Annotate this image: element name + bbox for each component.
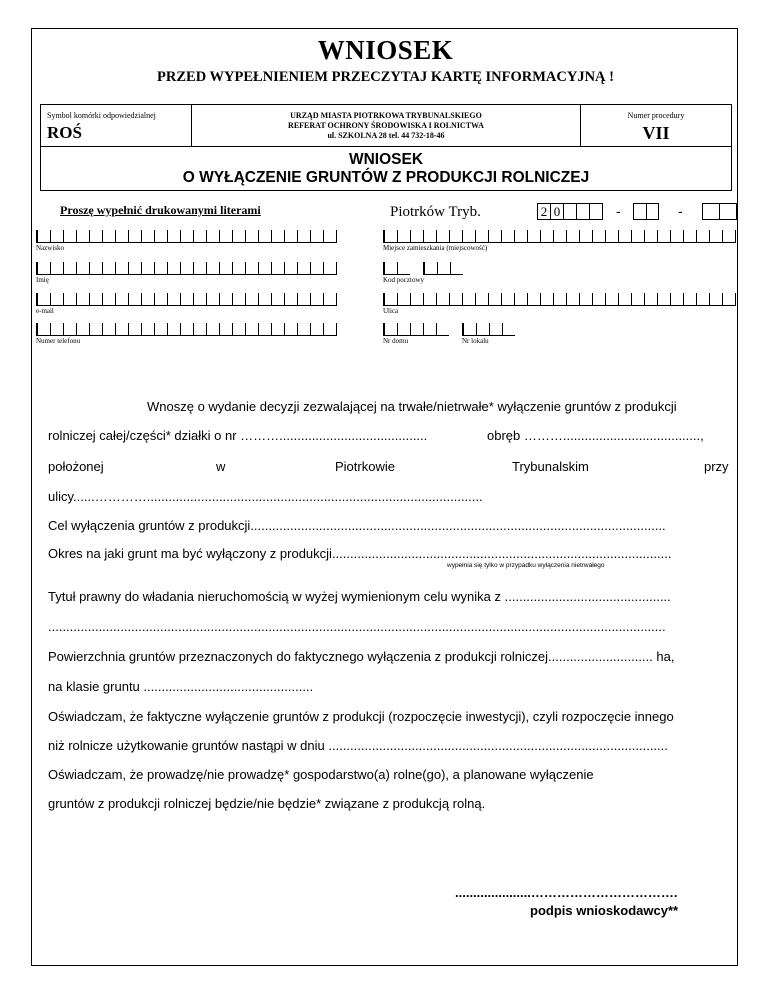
procedure-number: VII xyxy=(642,123,670,143)
period-hint: wypełnia się tylko w przypadku wyłączenia nietrwałego xyxy=(447,562,605,569)
postal-code-part-1[interactable] xyxy=(383,262,410,275)
instructions: Proszę wypełnić drukowanymi literami xyxy=(60,203,261,217)
flat-number-label: Nr lokalu xyxy=(462,337,489,345)
legal-title-line-1: Tytuł prawny do władania nieruchomością w wyżej wymienionym celu wynika z .............................................. xyxy=(48,589,671,604)
farm-line-2: gruntów z produkcji rolniczej będzie/nie będzie* związane z produkcją rolną. xyxy=(48,796,486,811)
house-number-label: Nr domu xyxy=(383,337,409,345)
farm-line-1: Oświadczam, że prowadzę/nie prowadzę* gospodarstwo(a) rolne(go), a planowane wyłączenie xyxy=(48,767,594,782)
area-line-1: Powierzchnia gruntów przeznaczonych do faktycznego wyłączenia z produkcji rolniczej............................. ha, xyxy=(48,649,675,664)
date-year-digit-1: 2 xyxy=(538,204,551,219)
street-input[interactable] xyxy=(383,293,736,306)
goal-line: Cel wyłączenia gruntów z produkcji................................................................................................................... xyxy=(48,518,666,533)
office-line-3: ul. SZKOLNA 28 tel. 44 732-18-46 xyxy=(327,131,445,140)
surname-input[interactable] xyxy=(36,230,337,243)
request-line-3-word-4: Trybunalskim xyxy=(512,459,589,474)
procedure-cell xyxy=(581,105,731,146)
period-line: Okres na jaki grunt ma być wyłączony z produkcji.............................................................................................. xyxy=(48,546,672,561)
request-line-3-word-5: przy xyxy=(704,459,729,474)
signature-label: podpis wnioskodawcy** xyxy=(530,903,679,918)
postal-code-label: Kod pocztowy xyxy=(383,276,425,284)
office-line-1: URZĄD MIASTA PIOTRKOWA TRYBUNALSKIEGO xyxy=(290,111,482,120)
date-dash-2: - xyxy=(678,203,683,219)
date-month-boxes[interactable] xyxy=(633,203,659,220)
postal-code-part-2[interactable] xyxy=(423,262,463,275)
page-title: WNIOSEK xyxy=(317,35,454,65)
unit-symbol-cell xyxy=(41,105,192,146)
area-line-2: na klasie gruntu ............................................... xyxy=(48,679,314,694)
first-name-label: Imię xyxy=(36,276,49,284)
legal-title-line-2: ........................................................................................................................................................................... xyxy=(48,619,666,634)
date-day-boxes[interactable] xyxy=(702,203,737,220)
start-line-2: niż rolnicze użytkowanie gruntów nastąpi w dniu .............................................................................................. xyxy=(48,738,668,753)
form-title-box xyxy=(40,146,732,191)
house-number-input[interactable] xyxy=(383,323,449,336)
flat-number-input[interactable] xyxy=(462,323,515,336)
signature-line: .....................……………………………. xyxy=(455,885,678,900)
page-subtitle: PRZED WYPEŁNIENIEM PRZECZYTAJ KARTĘ INFORMACYJNĄ ! xyxy=(157,69,614,85)
email-label: e-mail xyxy=(36,307,54,315)
request-line-2a: rolniczej całej/części* działki o nr ………......................................... xyxy=(48,428,428,443)
request-line-3-word-2: w xyxy=(216,459,226,474)
office-cell xyxy=(192,105,581,146)
procedure-label: Numer procedury xyxy=(627,111,685,120)
residence-input[interactable] xyxy=(383,230,736,243)
request-line-4: ulicy......…………............................................................................................. xyxy=(48,489,483,504)
request-line-2b: obręb ………......................................, xyxy=(487,428,704,443)
unit-symbol: ROŚ xyxy=(47,123,82,142)
date-dash-1: - xyxy=(616,203,621,219)
form-page xyxy=(31,28,738,966)
request-line-3-word-3: Piotrkowie xyxy=(335,459,395,474)
residence-label: Miejsce zamieszkania (miejscowość) xyxy=(383,244,488,252)
request-line-3-word-1: położonej xyxy=(48,459,104,474)
form-title-line-1: WNIOSEK xyxy=(348,151,424,168)
start-line-1: Oświadczam, że faktyczne wyłączenie gruntów z produkcji (rozpoczęcie inwestycji), czyli rozpoczęcie innego xyxy=(48,709,674,724)
form-title-line-2: O WYŁĄCZENIE GRUNTÓW Z PRODUKCJI ROLNICZEJ xyxy=(182,169,590,186)
header-table xyxy=(40,104,732,147)
email-input[interactable] xyxy=(36,293,337,306)
street-label: Ulica xyxy=(383,307,399,315)
surname-label: Nazwisko xyxy=(36,244,64,252)
phone-input[interactable] xyxy=(36,323,337,336)
unit-symbol-label: Symbol komórki odpowiedzialnej xyxy=(47,111,156,120)
date-year-boxes[interactable] xyxy=(537,203,603,220)
request-line-1: Wnoszę o wydanie decyzji zezwalającej na trwałe/nietrwałe* wyłączenie gruntów z produkcji xyxy=(147,399,677,414)
place-city: Piotrków Tryb. xyxy=(390,204,481,220)
first-name-input[interactable] xyxy=(36,262,337,275)
date-year-digit-2: 0 xyxy=(551,204,564,219)
phone-label: Numer telefonu xyxy=(36,337,81,345)
office-line-2: REFERAT OCHRONY ŚRODOWISKA I ROLNICTWA xyxy=(288,121,484,130)
